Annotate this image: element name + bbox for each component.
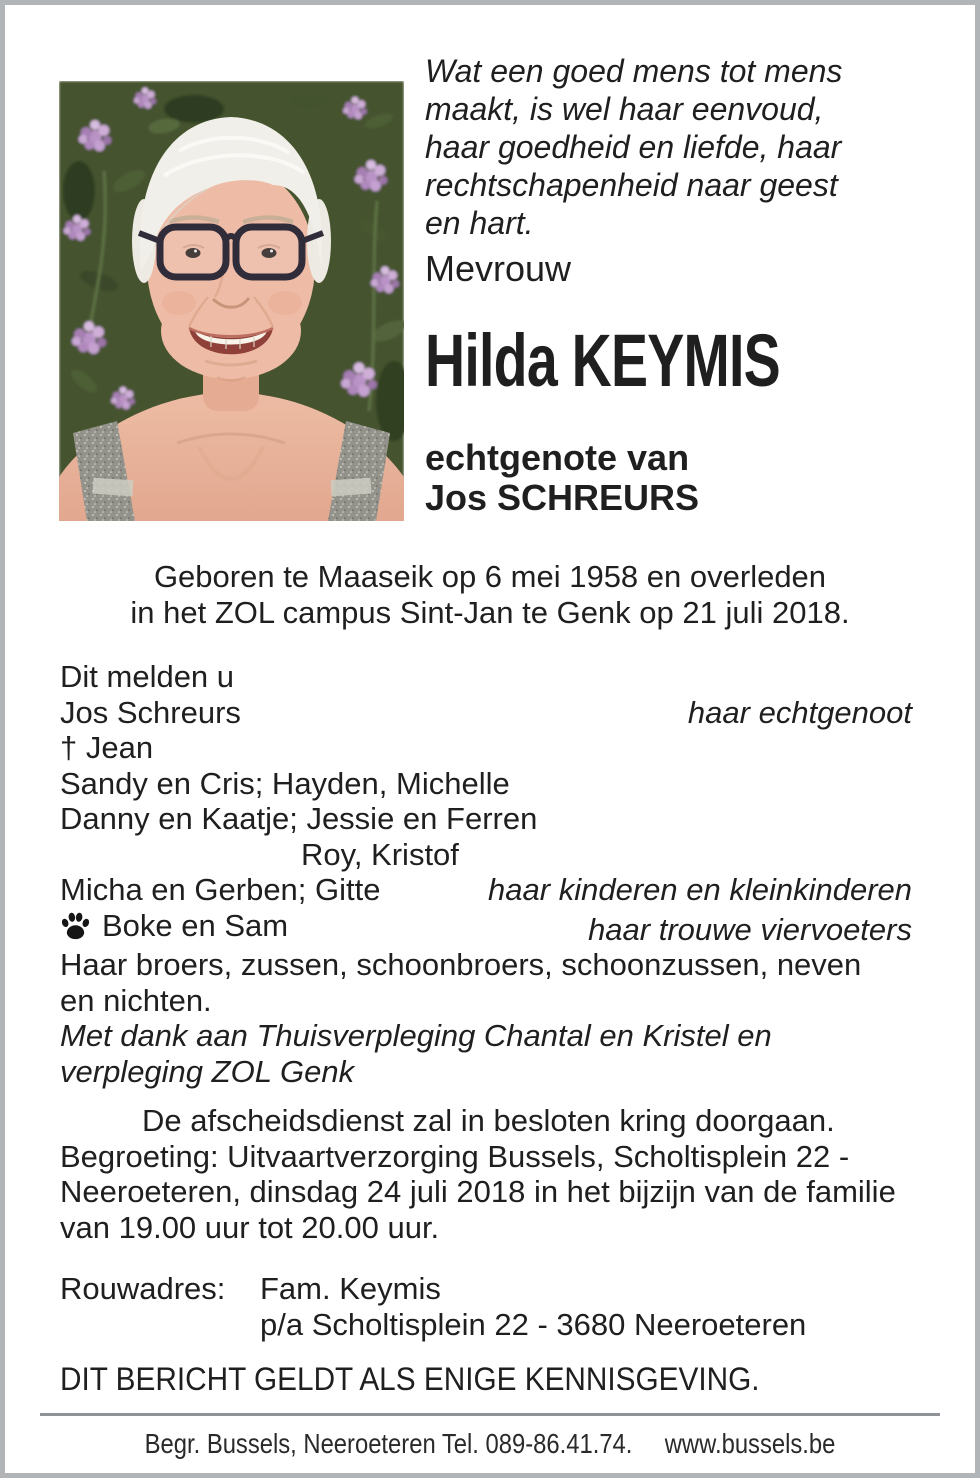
family-row — [60, 695, 912, 731]
life-dates — [5, 559, 975, 631]
relation-label: haar echtgenoot — [687, 694, 912, 730]
relatives-line: en nichten. — [60, 982, 212, 1018]
thanks-line: Met dank aan Thuisverpleging Chantal en Kristel en — [60, 1018, 772, 1054]
family-names: Jos Schreurs — [60, 694, 241, 730]
family-row: † Jean — [60, 730, 154, 765]
service-line: De afscheidsdienst zal in besloten kring doorgaan. — [142, 1103, 835, 1138]
service-line: van 19.00 uur tot 20.00 uur. — [60, 1209, 440, 1245]
footer-divider — [40, 1413, 940, 1416]
deceased-name: Hilda KEYMIS — [425, 319, 780, 402]
family-row: Sandy en Cris; Hayden, Michelle — [60, 765, 510, 801]
service-details — [60, 1103, 912, 1245]
quote-line: rechtschapenheid naar geest — [425, 167, 838, 203]
service-line: Neeroeteren, dinsdag 24 juli 2018 in het bijzijn van de familie — [60, 1174, 896, 1209]
sole-notification-line: DIT BERICHT GELDT ALS ENIGE KENNISGEVING. — [60, 1361, 760, 1397]
spouse-intro: echtgenote van — [425, 437, 690, 478]
spouse-block — [425, 438, 955, 518]
portrait-photo — [59, 81, 404, 521]
relation-label: haar trouwe viervoeters — [588, 911, 912, 947]
quote-line: haar goedheid en liefde, haar — [425, 129, 842, 165]
relatives-line: Haar broers, zussen, schoonbroers, schoonzussen, neven — [60, 947, 862, 983]
footer — [78, 1428, 903, 1460]
family-row — [60, 872, 912, 908]
quote-line: en hart. — [425, 205, 534, 241]
salutation: Mevrouw — [425, 248, 572, 289]
family-row: Roy, Kristof — [301, 836, 459, 872]
thanks-line: verpleging ZOL Genk — [60, 1053, 355, 1089]
announcement — [60, 659, 912, 1089]
header-column — [425, 52, 955, 518]
footer-contact: Begr. Bussels, Neeroeteren Tel. 089-86.41.74. — [144, 1428, 633, 1459]
family-names: Micha en Gerben; Gitte — [60, 872, 381, 907]
family-row — [60, 908, 912, 948]
mourning-address-name: Fam. Keymis — [260, 1271, 441, 1306]
spouse-name: Jos SCHREURS — [425, 477, 700, 518]
birth-line: Geboren te Maaseik op 6 mei 1958 en overleden — [153, 559, 827, 594]
mourning-address-label: Rouwadres: — [60, 1271, 226, 1306]
family-row: Danny en Kaatje; Jessie en Ferren — [60, 801, 538, 836]
quote-line: Wat een goed mens tot mens — [425, 53, 843, 89]
family-names: Boke en Sam — [102, 907, 289, 943]
mourning-address-street: p/a Scholtisplein 22 - 3680 Neeroeteren — [260, 1306, 807, 1342]
mourning-address — [60, 1271, 912, 1342]
death-line: in het ZOL campus Sint-Jan te Genk op 21 juli 2018. — [130, 595, 850, 630]
service-line: Begroeting: Uitvaartverzorging Bussels, Scholtisplein 22 - — [60, 1138, 850, 1174]
memorial-quote — [425, 52, 955, 242]
paw-icon — [60, 911, 91, 940]
announcement-intro: Dit melden u — [60, 659, 235, 694]
footer-website: www.bussels.be — [664, 1428, 836, 1459]
relation-label: haar kinderen en kleinkinderen — [488, 872, 912, 907]
quote-line: maakt, is wel haar eenvoud, — [425, 91, 824, 127]
